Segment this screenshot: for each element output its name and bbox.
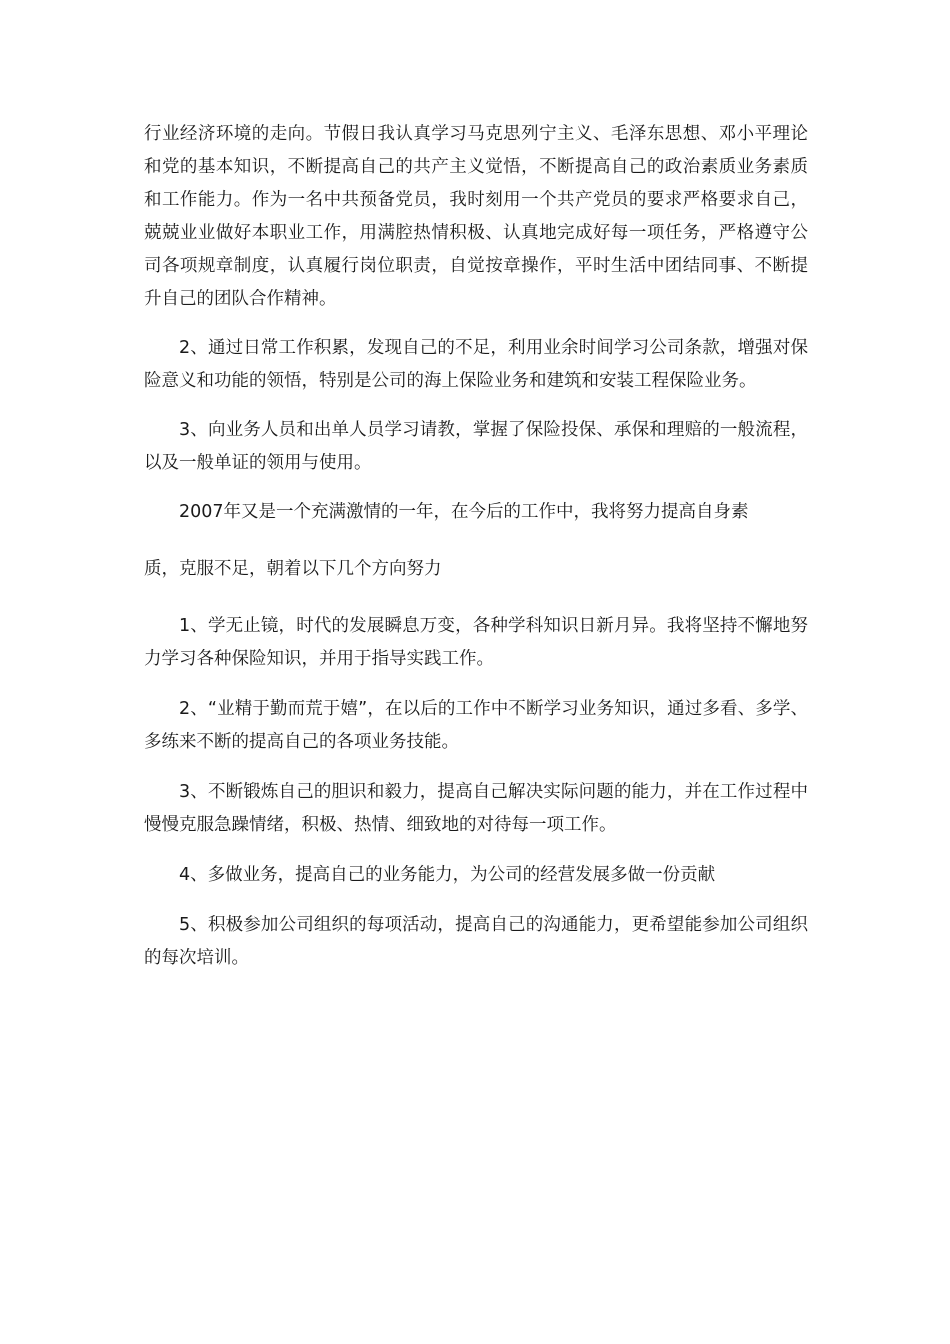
paragraph-item-2: 2、通过日常工作积累，发现自己的不足，利用业余时间学习公司条款，增强对保险意义和功能的领悟，特别是公司的海上保险业务和建筑和安装工程保险业务。 <box>144 338 808 391</box>
paragraph-2007-continuation: 质，克服不足，朝着以下几个方向努力 <box>144 559 442 579</box>
paragraph-goal-1: 1、学无止镜，时代的发展瞬息万变，各种学科知识日新月异。我将坚持不懈地努力学习各种保险知识，并用于指导实践工作。 <box>144 616 808 669</box>
paragraph-continuation: 行业经济环境的走向。节假日我认真学习马克思列宁主义、毛泽东思想、邓小平理论和党的基本知识，不断提高自己的共产主义觉悟，不断提高自己的政治素质业务素质和工作能力。作为一名中共预备党员，我时刻用一个共产党员的要求严格要求自己，兢兢业业做好本职业工作，用满腔热情积极、认真地完成好每一项任务，严格遵守公司各项规章制度，认真履行岗位职责，自觉按章操作，平时生活中团结同事、不断提升自己的团队合作精神。 <box>144 124 808 309</box>
paragraph-goal-3: 3、不断锻炼自己的胆识和毅力，提高自己解决实际问题的能力，并在工作过程中慢慢克服急躁情绪，积极、热情、细致地的对待每一项工作。 <box>144 782 808 835</box>
document-page <box>144 118 808 975</box>
paragraph-2007-intro: 2007年又是一个充满激情的一年，在今后的工作中，我将努力提高自身素 <box>179 502 749 522</box>
paragraph-goal-2: 2、“业精于勤而荒于嬉”，在以后的工作中不断学习业务知识，通过多看、多学、多练来不断的提高自己的各项业务技能。 <box>144 699 808 752</box>
paragraph-goal-4: 4、多做业务，提高自己的业务能力，为公司的经营发展多做一份贡献 <box>179 865 716 885</box>
paragraph-item-3: 3、向业务人员和出单人员学习请教，掌握了保险投保、承保和理赔的一般流程，以及一般单证的领用与使用。 <box>144 420 808 473</box>
paragraph-goal-5: 5、积极参加公司组织的每项活动，提高自己的沟通能力，更希望能参加公司组织的每次培训。 <box>144 915 808 968</box>
